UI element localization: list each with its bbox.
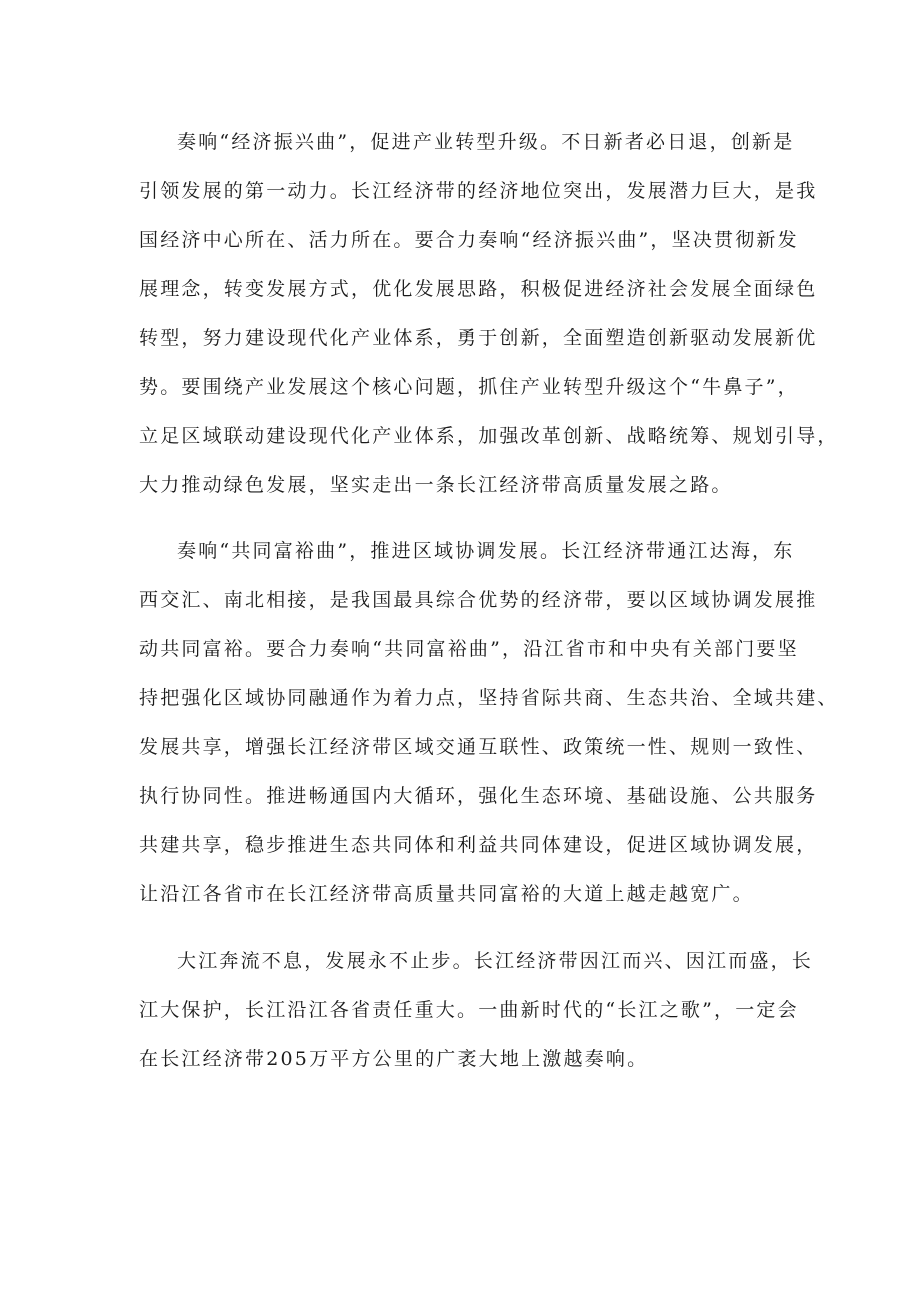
text-line: 立足区域联动建设现代化产业体系，加强改革创新、战略统筹、规划引导， <box>139 425 839 447</box>
text-line: 展理念，转变发展方式，优化发展思路，积极促进经济社会发展全面绿色 <box>139 278 818 300</box>
text-line: 西交汇、南北相接，是我国最具综合优势的经济带，要以区域协调发展推 <box>139 589 818 611</box>
text-line: 奏响“共同富裕曲”，推进区域协调发展。长江经济带通江达海，东 <box>177 540 795 562</box>
text-line: 势。要围绕产业发展这个核心问题，抓住产业转型升级这个“牛鼻子”， <box>139 376 799 398</box>
text-line: 大力推动绿色发展，坚实走出一条长江经济带高质量发展之路。 <box>139 474 733 496</box>
text-line: 让沿江各省市在长江经济带高质量共同富裕的大道上越走越宽广。 <box>139 883 754 905</box>
text-line: 国经济中心所在、活力所在。要合力奏响“经济振兴曲”，坚决贯彻新发 <box>139 229 799 251</box>
text-line: 共建共享，稳步推进生态共同体和利益共同体建设，促进区域协调发展， <box>139 834 818 856</box>
text-line: 执行协同性。推进畅通国内大循环，强化生态环境、基础设施、公共服务 <box>139 785 818 807</box>
text-line: 持把强化区域协同融通作为着力点，坚持省际共商、生态共治、全域共建、 <box>139 687 839 709</box>
text-line: 引领发展的第一动力。长江经济带的经济地位突出，发展潜力巨大，是我 <box>139 180 818 202</box>
text-line: 转型，努力建设现代化产业体系，勇于创新，全面塑造创新驱动发展新优 <box>139 327 818 349</box>
text-line: 发展共享，增强长江经济带区域交通互联性、政策统一性、规则一致性、 <box>139 736 818 758</box>
paragraph-common-prosperity <box>139 527 839 919</box>
paragraph-conclusion <box>139 937 814 1084</box>
text-line: 奏响“经济振兴曲”，促进产业转型升级。不日新者必日退，创新是 <box>177 131 795 153</box>
paragraph-economic-revitalization <box>139 118 839 510</box>
text-line: 动共同富裕。要合力奏响“共同富裕曲”，沿江省市和中央有关部门要坚 <box>139 638 799 660</box>
text-line: 大江奔流不息，发展永不止步。长江经济带因江而兴、因江而盛，长 <box>177 950 814 972</box>
text-line: 江大保护，长江沿江各省责任重大。一曲新时代的“长江之歌”，一定会 <box>139 999 799 1021</box>
text-line: 在长江经济带205万平方公里的广袤大地上激越奏响。 <box>139 1048 649 1070</box>
